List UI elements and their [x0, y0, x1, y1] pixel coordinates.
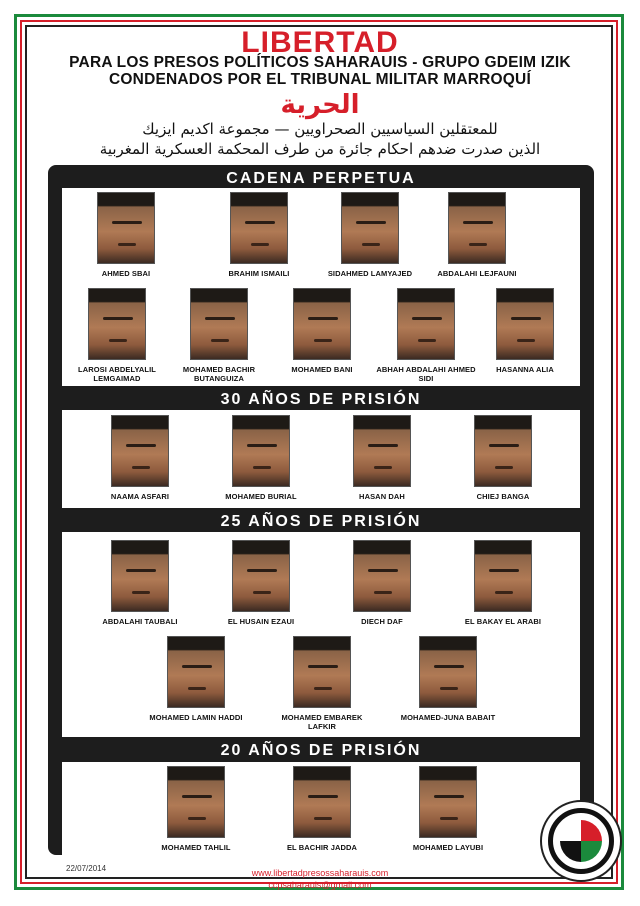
prisoner-card: [206, 540, 316, 626]
prisoner-card: [267, 766, 377, 852]
prisoner-card: [371, 288, 481, 383]
email-link[interactable]: ccpsaharauis@gmail.com: [268, 880, 372, 890]
section-heading-30-years: 30 AÑOS DE PRISIÓN: [220, 391, 422, 408]
prisoner-photo: [353, 540, 411, 612]
section-box-20-years: [62, 762, 580, 858]
prisoner-photo: [232, 540, 290, 612]
prisoner-name: SIDAHMED LAMYAJED: [327, 269, 413, 278]
arabic-title: الحرية: [280, 90, 360, 120]
prisoner-photo: [293, 288, 351, 360]
prisoner-photo: [232, 415, 290, 487]
prisoner-photo: [190, 288, 248, 360]
prisoner-card: [393, 636, 503, 722]
section-box-25-years: [62, 532, 580, 737]
prisoner-name: NAAMA ASFARI: [110, 492, 170, 501]
prisoner-card: [267, 288, 377, 374]
prisoner-name: MOHAMED BANI: [291, 365, 353, 374]
logo-emblem-icon: [560, 820, 602, 862]
prisoner-name: MOHAMED TAHLIL: [161, 843, 231, 852]
prisoner-name: ABDALAHI TAUBALI: [102, 617, 178, 626]
prisoner-card: [470, 288, 580, 374]
prisoner-photo: [474, 415, 532, 487]
prisoner-card: [164, 288, 274, 383]
campaign-logo: [540, 800, 622, 882]
prisoner-card: [141, 766, 251, 852]
prisoner-photo: [167, 636, 225, 708]
arabic-line-1: للمعتقلين السياسيين الصحراويين — مجموعة اكديم ايزيك: [142, 120, 498, 138]
prisoner-card: [62, 288, 172, 383]
prisoner-photo: [230, 192, 288, 264]
prisoner-photo: [111, 415, 169, 487]
prisoner-name: MOHAMED LAMIN HADDI: [149, 713, 243, 722]
prisoner-name: EL HUSAIN EZAUI: [227, 617, 295, 626]
prisoner-name: MOHAMED LAYUBI: [412, 843, 484, 852]
poster-title: LIBERTAD: [241, 26, 399, 59]
prisoner-name: MOHAMED-JUNA BABAIT: [400, 713, 496, 722]
prisoner-photo: [293, 766, 351, 838]
prisoner-photo: [167, 766, 225, 838]
prisoner-photo: [341, 192, 399, 264]
prisoner-card: [85, 540, 195, 626]
section-box-30-years: [62, 410, 580, 508]
prisoner-name: MOHAMED BURIAL: [225, 492, 297, 501]
prisoner-card: [327, 540, 437, 626]
prisoner-photo: [111, 540, 169, 612]
prisoner-name: ABDALAHI LEJFAUNI: [437, 269, 517, 278]
prisoner-name: MOHAMED EMBAREK LAFKIR: [281, 713, 363, 731]
prisoner-card: [448, 415, 558, 501]
prisoner-photo: [419, 636, 477, 708]
prisoner-card: [141, 636, 251, 722]
prisoner-photo: [448, 192, 506, 264]
prisoner-card: [327, 415, 437, 501]
website-link[interactable]: www.libertadpresossaharauis.com: [251, 868, 389, 878]
prisoner-card: [85, 415, 195, 501]
arabic-line-2: الذين صدرت ضدهم احكام جائرة من طرف المحكمة العسكرية المغربية: [99, 140, 541, 158]
prisoner-card: [315, 192, 425, 278]
prisoner-card: [206, 415, 316, 501]
poster-subtitle-1: PARA LOS PRESOS POLÍTICOS SAHARAUIS - GRUPO GDEIM IZIK: [69, 54, 571, 71]
prisoner-card: [71, 192, 181, 278]
prisoner-name: AHMED SBAI: [101, 269, 151, 278]
prisoner-photo: [419, 766, 477, 838]
prisoner-name: DIECH DAF: [361, 617, 403, 626]
prisoner-name: EL BAKAY EL ARABI: [464, 617, 542, 626]
prisoner-name: ABHAH ABDALAHI AHMED SIDI: [376, 365, 476, 383]
prisoner-name: HASANNA ALIA: [496, 365, 554, 374]
prisoner-name: EL BACHIR JADDA: [286, 843, 358, 852]
prisoner-name: BRAHIM ISMAILI: [228, 269, 290, 278]
section-heading-life: CADENA PERPETUA: [226, 170, 416, 187]
prisoner-photo: [397, 288, 455, 360]
section-heading-25-years: 25 AÑOS DE PRISIÓN: [220, 513, 422, 530]
prisoner-name: CHIEJ BANGA: [476, 492, 530, 501]
prisoner-name: MOHAMED BACHIR BUTANGUIZA: [182, 365, 256, 383]
prisoner-card: [267, 636, 377, 731]
prisoner-name: HASAN DAH: [359, 492, 405, 501]
prisoner-photo: [474, 540, 532, 612]
poster-subtitle-2: CONDENADOS POR EL TRIBUNAL MILITAR MARROQUÍ: [109, 71, 531, 88]
prisoner-card: [393, 766, 503, 852]
prisoner-photo: [97, 192, 155, 264]
prisoner-card: [204, 192, 314, 278]
prisoner-name: LAROSI ABDELYALIL LEMGAIMAD: [78, 365, 156, 383]
prisoner-photo: [496, 288, 554, 360]
prisoner-photo: [293, 636, 351, 708]
prisoner-card: [448, 540, 558, 626]
prisoner-photo: [353, 415, 411, 487]
section-box-life: [62, 188, 580, 386]
prisoner-card: [422, 192, 532, 278]
prisoner-photo: [88, 288, 146, 360]
section-heading-20-years: 20 AÑOS DE PRISIÓN: [220, 742, 422, 759]
poster-date: 22/07/2014: [66, 864, 107, 873]
